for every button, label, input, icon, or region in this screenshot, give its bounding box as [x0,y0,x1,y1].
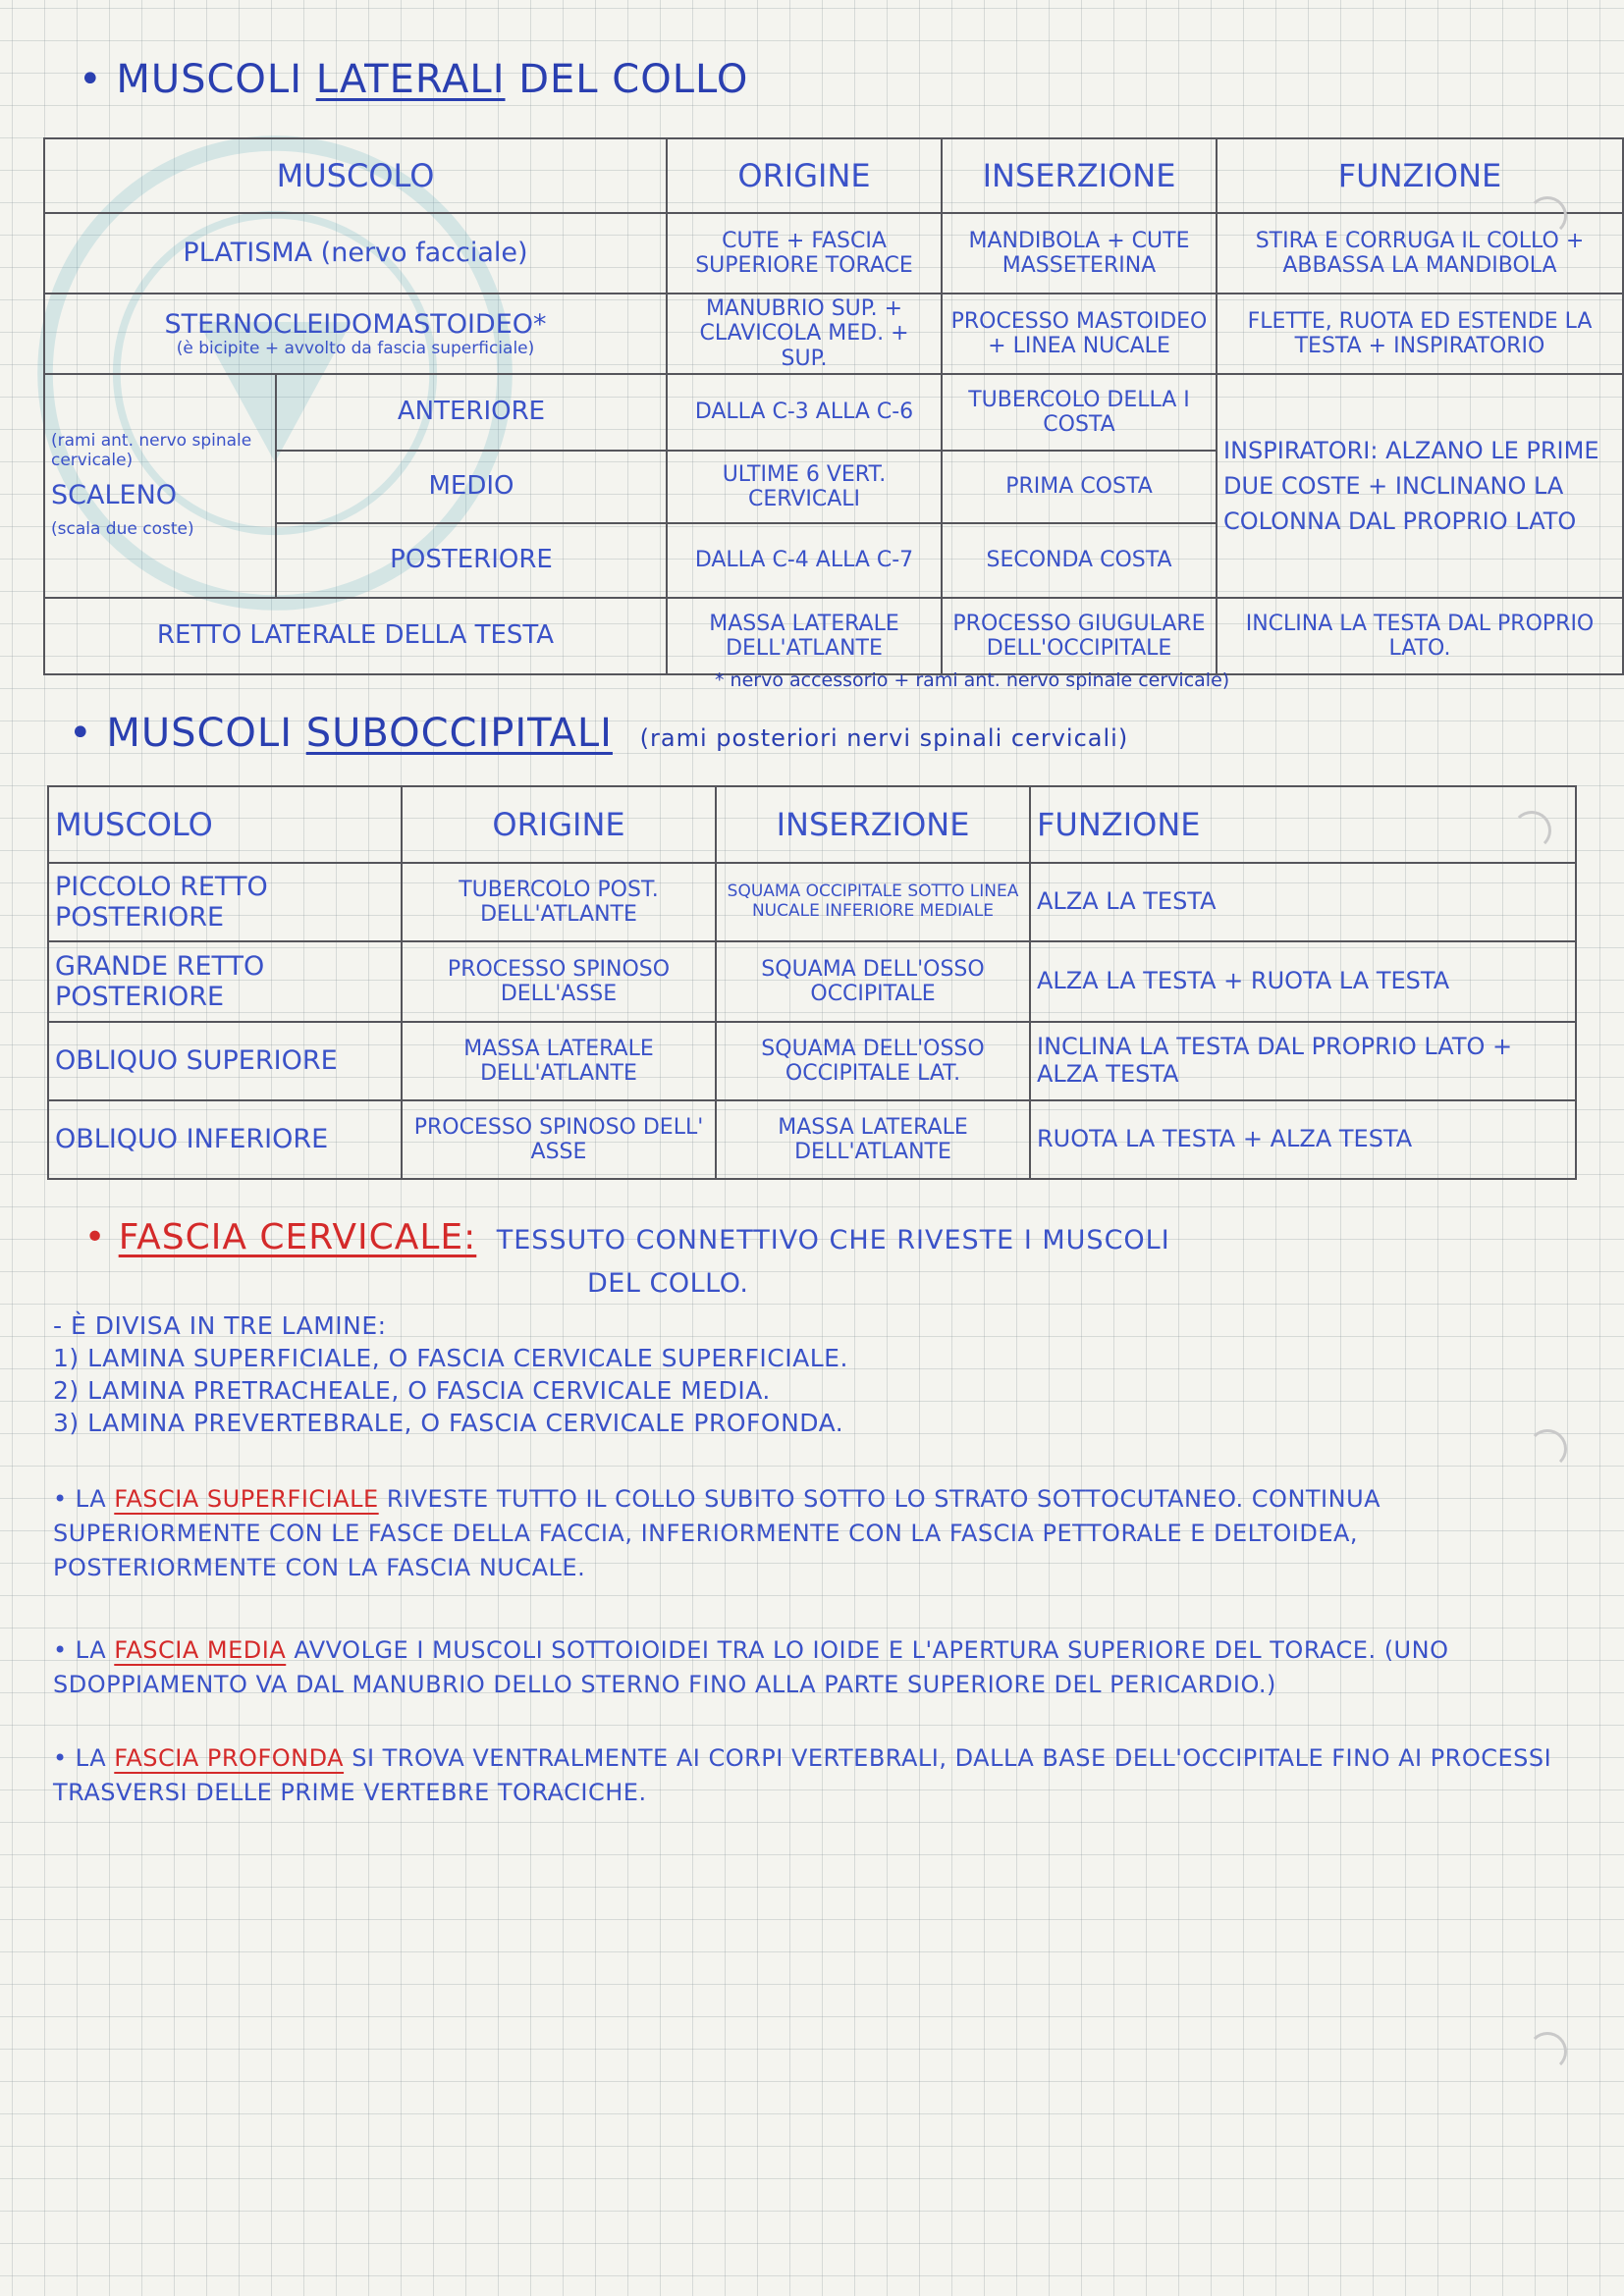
lamine-block [53,1309,1506,1439]
cell-origine: MASSA LATERALE DELL'ATLANTE [667,598,942,674]
cell-muscolo: GRANDE RETTO POSTERIORE [48,941,402,1022]
title-note: (rami posteriori nervi spinali cervicali) [639,724,1129,752]
term-fascia-profonda: FASCIA PROFONDA [114,1744,345,1772]
bullet: • LA [53,1485,115,1513]
cell-origine: PROCESSO SPINOSO DELL'ASSE [402,941,716,1022]
cell-muscolo [44,294,667,374]
cell-funzione: INCLINA LA TESTA DAL PROPRIO LATO. [1217,598,1623,674]
cell-part-name: POSTERIORE [276,523,667,598]
cell-inserzione: SQUAMA OCCIPITALE SOTTO LINEA NUCALE INFERIORE MEDIALE [716,863,1030,941]
binder-hole-icon [1528,1429,1567,1468]
cell-muscolo: OBLIQUO SUPERIORE [48,1022,402,1100]
table-muscoli-suboccipitali [47,785,1577,1180]
table-row [44,294,1623,374]
table-header-row [48,786,1576,863]
header-inserzione: INSERZIONE [716,786,1030,863]
paragraph-fascia-profonda [53,1741,1565,1810]
paragraph-text: RIVESTE TUTTO IL COLLO SUBITO SOTTO LO STRATO SOTTOCUTANEO. CONTINUA SUPERIORMENTE CON LE FASCE DELLA FACCIA, INFERIORMENTE CON LA FASCIA PETTORALE E DELTOIDEA, POSTERIORMENTE CON LA FASCIA NUCALE. [53,1485,1381,1581]
scaleno-note-top: (rami ant. nervo spinale cervicale) [51,431,252,470]
header-inserzione: INSERZIONE [942,138,1217,213]
cell-inserzione: SECONDA COSTA [942,523,1217,598]
title-part: MUSCOLI [116,57,316,102]
cell-funzione: STIRA E CORRUGA IL COLLO + ABBASSA LA MANDIBOLA [1217,213,1623,294]
term-fascia-media: FASCIA MEDIA [114,1636,287,1664]
muscle-name: STERNOCLEIDOMASTOIDEO* [164,308,547,340]
definition-line-1: TESSUTO CONNETTIVO CHE RIVESTE I MUSCOLI [496,1225,1170,1255]
section-title-muscoli-laterali [79,57,748,102]
cell-funzione: INCLINA LA TESTA DAL PROPRIO LATO + ALZA TESTA [1030,1022,1576,1100]
table-row [48,941,1576,1022]
title-underlined: LATERALI [315,57,506,102]
binder-hole-icon [1512,811,1551,850]
header-origine: ORIGINE [667,138,942,213]
cell-muscolo [44,213,667,294]
cell-muscolo: PICCOLO RETTO POSTERIORE [48,863,402,941]
header-origine: ORIGINE [402,786,716,863]
lamina-item: 3) LAMINA PREVERTEBRALE, O FASCIA CERVICALE PROFONDA. [53,1409,844,1437]
definition-line-2: DEL COLLO. [587,1268,749,1299]
binder-hole-icon [1528,2032,1567,2071]
cell-origine: MASSA LATERALE DELL'ATLANTE [402,1022,716,1100]
table-row [44,598,1623,674]
muscle-name: PLATISMA (nervo facciale) [183,238,528,269]
title-term: FASCIA CERVICALE: [118,1217,477,1257]
table-muscoli-laterali [43,137,1624,675]
cell-muscolo: OBLIQUO INFERIORE [48,1100,402,1179]
cell-funzione: FLETTE, RUOTA ED ESTENDE LA TESTA + INSPIRATORIO [1217,294,1623,374]
section-title-fascia-cervicale [84,1217,1170,1257]
muscle-note: (è bicipite + avvolto da fascia superficiale) [176,338,535,358]
cell-muscolo: RETTO LATERALE DELLA TESTA [44,598,667,674]
bullet: • LA [53,1636,115,1664]
table-row [48,1100,1576,1179]
cell-inserzione: MANDIBOLA + CUTE MASSETERINA [942,213,1217,294]
cell-inserzione: MASSA LATERALE DELL'ATLANTE [716,1100,1030,1179]
footnote: * nervo accessorio + rami ant. nervo spinale cervicale) [715,669,1230,691]
cell-inserzione: PRIMA COSTA [942,451,1217,523]
table-header-row [44,138,1623,213]
cell-origine: CUTE + FASCIA SUPERIORE TORACE [667,213,942,294]
title-underlined: SUBOCCIPITALI [305,711,613,756]
term-fascia-superficiale: FASCIA SUPERFICIALE [114,1485,379,1513]
paragraph-fascia-media [53,1633,1565,1702]
cell-inserzione: PROCESSO MASTOIDEO + LINEA NUCALE [942,294,1217,374]
paragraph-text: AVVOLGE I MUSCOLI SOTTOIOIDEI TRA LO IOIDE E L'APERTURA SUPERIORE DEL TORACE. (UNO SDOPPIAMENTO VA DAL MANUBRIO DELLO STERNO FINO ALLA PARTE SUPERIORE DEL PERICARDIO.) [53,1636,1449,1698]
scaleno-note-bottom: (scala due coste) [51,519,194,540]
cell-origine: ULTIME 6 VERT. CERVICALI [667,451,942,523]
table-row [44,213,1623,294]
header-muscolo: MUSCOLO [48,786,402,863]
cell-origine: MANUBRIO SUP. + CLAVICOLA MED. + SUP. [667,294,942,374]
table-row [44,374,1623,451]
paragraph-fascia-superficiale [53,1482,1565,1584]
lamina-item: 1) LAMINA SUPERFICIALE, O FASCIA CERVICALE SUPERFICIALE. [53,1344,848,1372]
bullet: • [79,57,103,102]
title-part: MUSCOLI [106,711,306,756]
header-funzione: FUNZIONE [1217,138,1623,213]
cell-inserzione: SQUAMA DELL'OSSO OCCIPITALE [716,941,1030,1022]
cell-funzione: RUOTA LA TESTA + ALZA TESTA [1030,1100,1576,1179]
cell-inserzione: SQUAMA DELL'OSSO OCCIPITALE LAT. [716,1022,1030,1100]
paragraph-text: SI TROVA VENTRALMENTE AI CORPI VERTEBRALI, DALLA BASE DELL'OCCIPITALE FINO AI PROCESSI TRASVERSI DELLE PRIME VERTEBRE TORACICHE. [53,1744,1552,1806]
cell-part-name: ANTERIORE [276,374,667,451]
bullet: • [84,1217,107,1257]
cell-origine: DALLA C-4 ALLA C-7 [667,523,942,598]
header-muscolo: MUSCOLO [44,138,667,213]
muscle-name: SCALENO [51,480,178,511]
title-part: DEL COLLO [505,57,749,102]
cell-funzione: ALZA LA TESTA + RUOTA LA TESTA [1030,941,1576,1022]
bullet: • LA [53,1744,115,1772]
table-row [48,1022,1576,1100]
cell-scaleno [44,374,276,598]
lamina-item: 2) LAMINA PRETRACHEALE, O FASCIA CERVICALE MEDIA. [53,1376,771,1405]
table-row [48,863,1576,941]
binder-hole-icon [1528,196,1567,236]
cell-origine: TUBERCOLO POST. DELL'ATLANTE [402,863,716,941]
cell-origine: DALLA C-3 ALLA C-6 [667,374,942,451]
cell-funzione: ALZA LA TESTA [1030,863,1576,941]
cell-inserzione: PROCESSO GIUGULARE DELL'OCCIPITALE [942,598,1217,674]
divisa-line: - È DIVISA IN TRE LAMINE: [53,1311,387,1340]
cell-origine: PROCESSO SPINOSO DELL' ASSE [402,1100,716,1179]
section-title-muscoli-suboccipitali [69,711,1128,756]
header-funzione: FUNZIONE [1030,786,1576,863]
cell-funzione: INSPIRATORI: ALZANO LE PRIME DUE COSTE + INCLINANO LA COLONNA DAL PROPRIO LATO [1217,374,1623,598]
cell-part-name: MEDIO [276,451,667,523]
cell-inserzione: TUBERCOLO DELLA I COSTA [942,374,1217,451]
bullet: • [69,711,93,756]
